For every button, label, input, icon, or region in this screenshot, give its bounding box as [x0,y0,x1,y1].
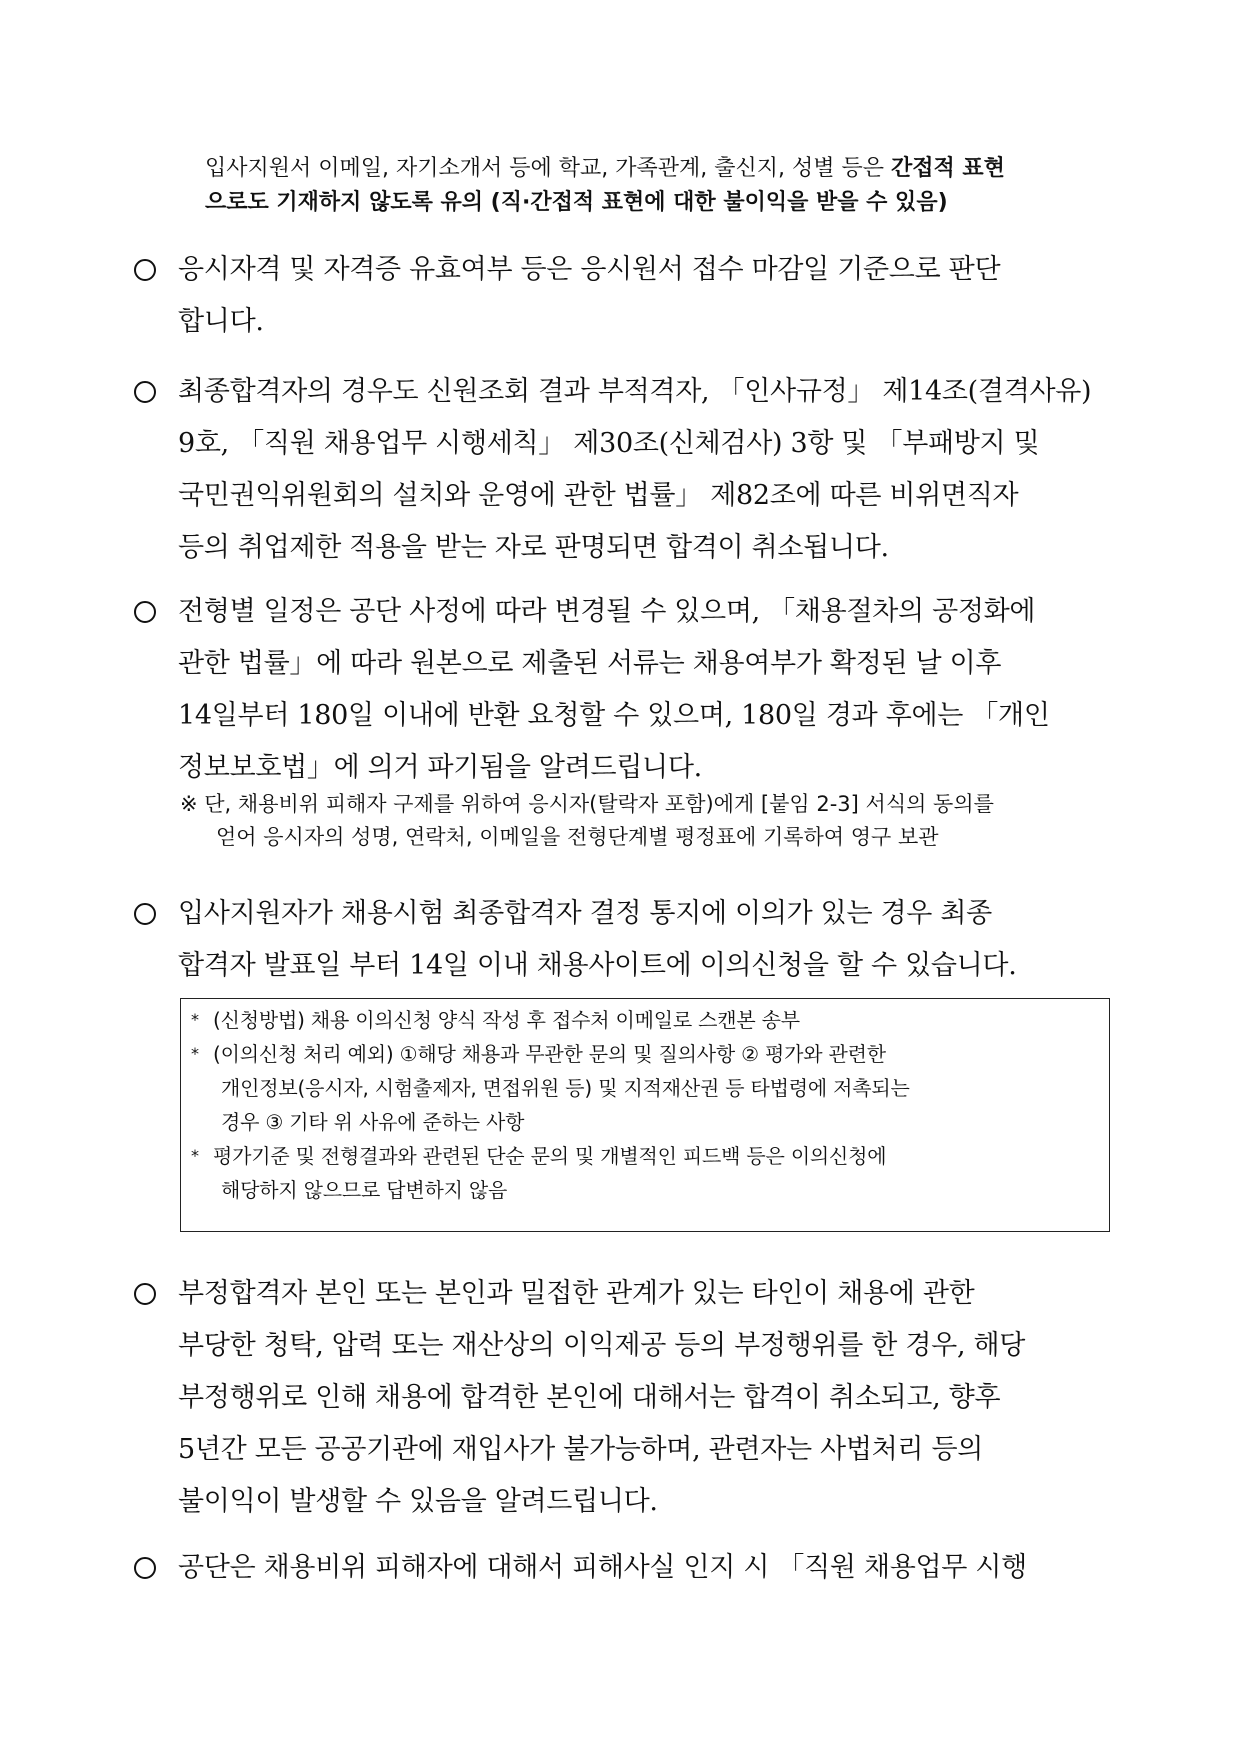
box-line [191,1003,1097,1037]
intro-paragraph [205,152,1125,220]
asterisk-icon: * [191,1146,199,1165]
circle-bullet-icon [134,259,156,281]
bullet-item-text [178,586,1124,794]
text-line: 관한 법률」에 따라 원본으로 제출된 서류는 채용여부가 확정된 날 이후 [178,648,1002,679]
text-line: 9호, 「직원 채용업무 시행세칙」 제30조(신체검사) 3항 및 「부패방지 및 [178,428,1040,459]
box-text: 평가기준 및 전형결과와 관련된 단순 문의 및 개별적인 피드백 등은 이의신청에 [213,1144,887,1168]
circle-bullet-icon [134,1557,156,1579]
intro-line-1 [205,152,1125,186]
text-line: 정보보호법」에 의거 파기됨을 알려드립니다. [178,752,702,783]
box-line: 개인정보(응시자, 시험출제자, 면접위원 등) 및 지적재산권 등 타법령에 저촉되는 [221,1076,910,1100]
text-line: 최종합격자의 경우도 신원조회 결과 부적격자, 「인사규정」 제14조(결격사유) [178,376,1092,407]
bullet-item-text [178,1542,1124,1594]
box-line [191,1139,1097,1173]
note-line: ※ 단, 채용비위 피해자 구제를 위하여 응시자(탈락자 포함)에게 [붙임 2-3] 서식의 동의를 [180,792,994,816]
bullet-item-text [178,888,1124,992]
text-line: 부정합격자 본인 또는 본인과 밀접한 관계가 있는 타인이 채용에 관한 [178,1278,975,1309]
intro-bold-text: 간접적 표현 [890,156,1005,181]
text-line: 5년간 모든 공공기관에 재입사가 불가능하며, 관련자는 사법처리 등의 [178,1434,984,1465]
circle-bullet-icon [134,601,156,623]
text-line: 부정행위로 인해 채용에 합격한 본인에 대해서는 합격이 취소되고, 향후 [178,1382,1001,1413]
text-line: 국민권익위원회의 설치와 운영에 관한 법률」 제82조에 따른 비위면직자 [178,480,1019,511]
bullet-item-text [178,1268,1124,1528]
text-line: 부당한 청탁, 압력 또는 재산상의 이익제공 등의 부정행위를 한 경우, 해당 [178,1330,1026,1361]
box-line: 경우 ③ 기타 위 사유에 준하는 사항 [221,1110,525,1134]
text-line: 합격자 발표일 부터 14일 이내 채용사이트에 이의신청을 할 수 있습니다. [178,950,1017,981]
text-line: 합니다. [178,306,264,337]
objection-info-box [180,998,1110,1232]
box-text: (이의신청 처리 예외) ①해당 채용과 무관한 문의 및 질의사항 ② 평가와 관련한 [213,1042,886,1066]
box-line [191,1037,1097,1071]
asterisk-icon: * [191,1044,199,1063]
bullet-item-text [178,244,1124,348]
bullet-item-text [178,366,1124,574]
text-line: 14일부터 180일 이내에 반환 요청할 수 있으며, 180일 경과 후에는 「개인 [178,700,1050,731]
text-line: 입사지원자가 채용시험 최종합격자 결정 통지에 이의가 있는 경우 최종 [178,898,992,929]
text-line: 전형별 일정은 공단 사정에 따라 변경될 수 있으며, 「채용절차의 공정화에 [178,596,1036,627]
reference-note [180,788,1120,854]
asterisk-icon: * [191,1010,199,1029]
box-line: 해당하지 않으므로 답변하지 않음 [221,1178,508,1202]
text-line: 응시자격 및 자격증 유효여부 등은 응시원서 접수 마감일 기준으로 판단 [178,254,1001,285]
text-line: 등의 취업제한 적용을 받는 자로 판명되면 합격이 취소됩니다. [178,532,889,563]
text-line: 불이익이 발생할 수 있음을 알려드립니다. [178,1486,658,1517]
circle-bullet-icon [134,381,156,403]
box-text: (신청방법) 채용 이의신청 양식 작성 후 접수처 이메일로 스캔본 송부 [213,1008,800,1032]
text-line: 공단은 채용비위 피해자에 대해서 피해사실 인지 시 「직원 채용업무 시행 [178,1552,1027,1583]
circle-bullet-icon [134,903,156,925]
intro-text: 입사지원서 이메일, 자기소개서 등에 학교, 가족관계, 출신지, 성별 등은 [205,156,891,181]
note-line: 얻어 응시자의 성명, 연락처, 이메일을 전형단계별 평정표에 기록하여 영구 보관 [216,825,939,849]
circle-bullet-icon [134,1283,156,1305]
intro-line-2: 으로도 기재하지 않도록 유의 (직·간접적 표현에 대한 불이익을 받을 수 있음) [205,190,948,215]
